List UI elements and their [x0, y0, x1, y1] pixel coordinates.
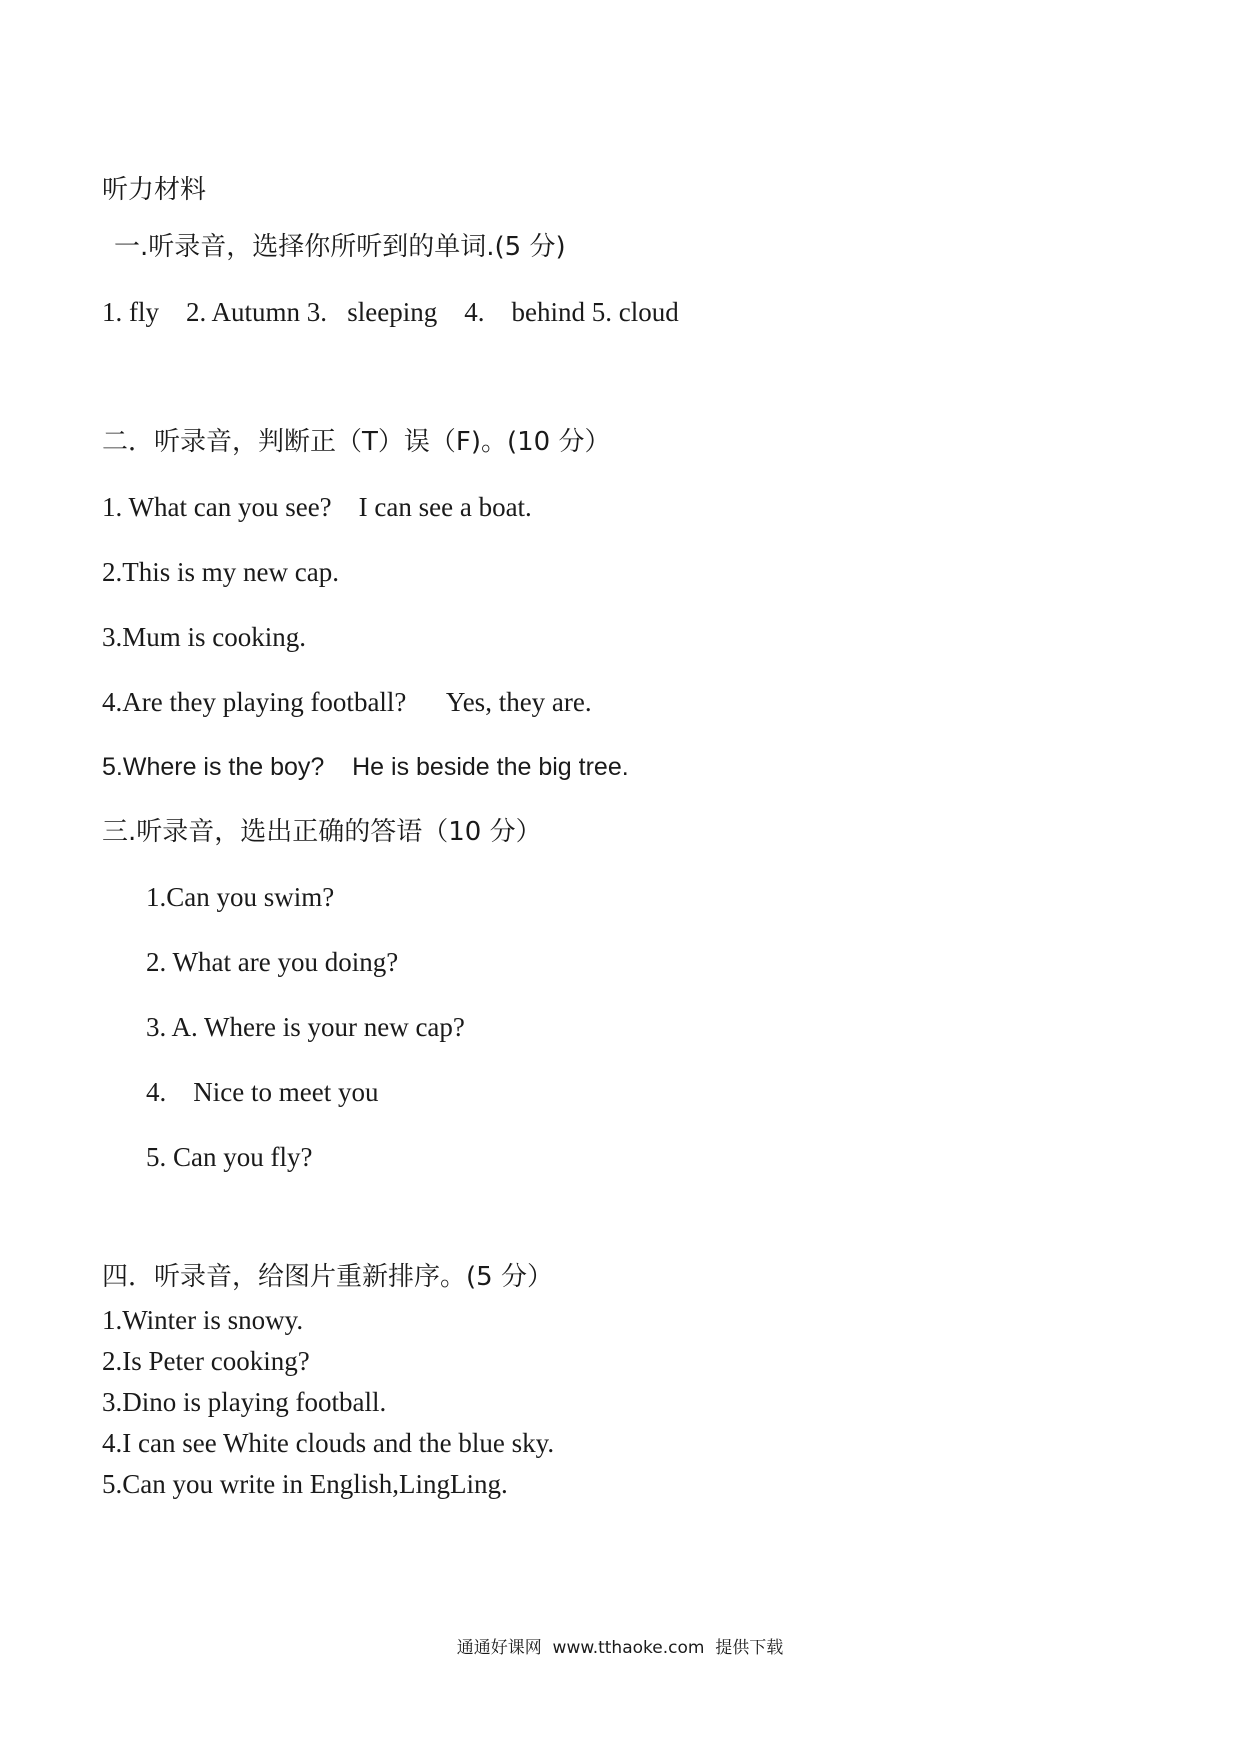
section-1-heading: 一.听录音，选择你所听到的单词.(5 分): [114, 232, 566, 262]
section-3-item: 4. Nice to meet you: [146, 1077, 379, 1107]
section-2-item: 4.Are they playing football? Yes, they are.: [102, 687, 592, 717]
section-2-item: 3.Mum is cooking.: [102, 622, 307, 652]
section-3-item: 2. What are you doing?: [146, 947, 399, 977]
footer-credit: 通通好课网 www.tthaoke.com 提供下载: [456, 1638, 784, 1658]
section-1-word-list: 1. fly 2. Autumn 3. sleeping 4. behind 5. cloud: [102, 297, 679, 327]
section-3-item: 1.Can you swim?: [146, 882, 335, 912]
section-4-heading: 四．听录音，给图片重新排序。(5 分）: [102, 1262, 553, 1292]
section-2-item: 5.Where is the boy? He is beside the big tree.: [102, 753, 629, 781]
page-title: 听力材料: [102, 175, 207, 205]
section-2-item: 1. What can you see? I can see a boat.: [102, 492, 532, 522]
section-2-item: 2.This is my new cap.: [102, 557, 339, 587]
section-4-item: 1.Winter is snowy.: [102, 1305, 304, 1335]
section-4-item: 3.Dino is playing football.: [102, 1387, 387, 1417]
section-4-item: 5.Can you write in English,LingLing.: [102, 1469, 508, 1499]
section-4-item: 4.I can see White clouds and the blue sky.: [102, 1428, 555, 1458]
section-3-item: 3. A. Where is your new cap?: [146, 1012, 465, 1042]
section-2-heading: 二．听录音，判断正（T）误（F)。(10 分）: [102, 427, 611, 457]
section-4-item: 2.Is Peter cooking?: [102, 1346, 310, 1376]
section-3-item: 5. Can you fly?: [146, 1142, 313, 1172]
section-3-heading: 三.听录音，选出正确的答语（10 分）: [102, 817, 542, 847]
